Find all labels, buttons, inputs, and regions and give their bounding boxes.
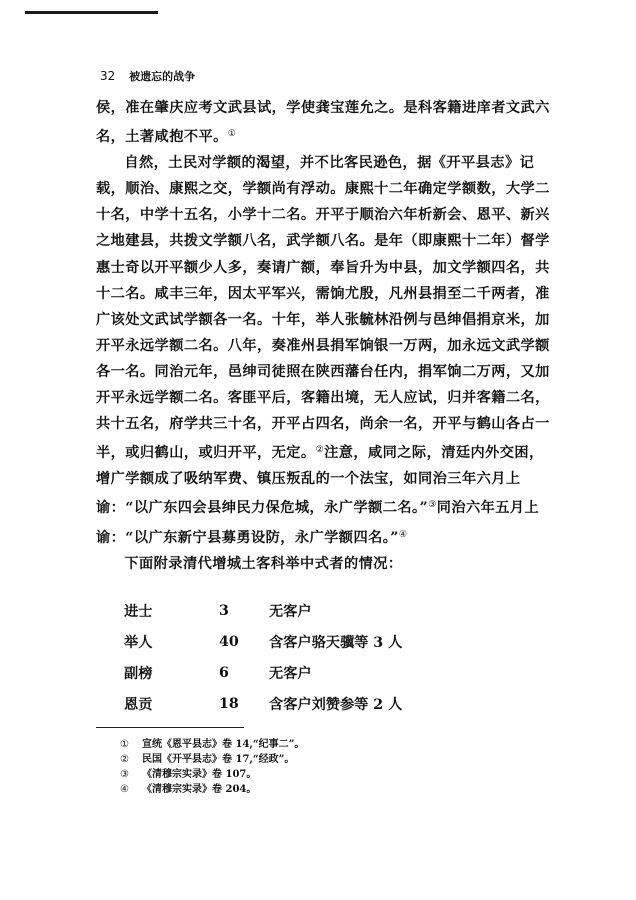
table-row	[124, 657, 524, 688]
degree-cell: 进士	[124, 603, 153, 620]
footnote-text: 宣统《恩平县志》卷 14,“纪事二”。	[142, 739, 305, 750]
degree-cell: 副榜	[124, 665, 153, 682]
footnote-text: 民国《开平县志》卷 17,“经政”。	[142, 754, 295, 765]
degree-cell: 恩贡	[124, 696, 153, 713]
count-cell: 6	[219, 664, 229, 681]
remark-cell: 无客户	[269, 603, 312, 620]
footnote-mark: ③	[120, 769, 129, 780]
footnote	[120, 737, 500, 752]
top-edge-rule	[25, 11, 158, 14]
footnote	[120, 767, 500, 782]
footnote-ref-1: ①	[227, 129, 237, 140]
footnote-ref-4: ④	[398, 529, 408, 540]
page-number: 32	[100, 69, 116, 83]
book-title: 被遗忘的战争	[129, 70, 196, 83]
footnote	[120, 782, 500, 797]
table-row	[124, 595, 524, 626]
footnote-ref-3: ③	[428, 500, 437, 511]
footnote-mark: ②	[120, 754, 129, 765]
footnote-ref-2: ②	[315, 445, 325, 456]
remark-cell: 含客户刘赞参等 2 人	[269, 696, 403, 713]
footnote	[120, 752, 500, 767]
paragraph-continuation: 侯，准在肇庆应考文武县试，学使龚宝莲允之。是科客籍进庠者文武六名，土著咸抱不平。①	[96, 100, 550, 146]
body-text	[96, 95, 552, 577]
count-cell: 18	[219, 695, 239, 712]
exam-results-table	[124, 595, 524, 719]
count-cell: 3	[219, 602, 229, 619]
paragraph-quota: 自然，土民对学额的渴望，并不比客民逊色，据《开平县志》记载，顺治、康熙之交，学额尚有浮动。康熙十二年确定学额数，大学二十名，中学十五名，小学十二名。开平于顺治六年析新会、恩平、新兴之地建县，共拨文学额八名，武学额八名。是年（即康熙十二年）督学惠士奇以开平额少人多，奏请广额，奉旨升为中县，加文学额四名，共十二名。咸丰三年，因太平军兴，需饷尤殷，凡州县捐至二千两者，准广该处文武试学额各一名。十年，举人张毓林沿例与邑绅倡捐京米，加开平永远学额二名。八年，奏准州县捐军饷银一万两，加永远文武学额各一名。同治元年，邑绅司徒照在陕西藩台任内，捐军饷二万两，又加开平永远学额二名。客匪平后，客籍出境，无人应试，归并客籍二名，共十五名，府学共三十名，开平占四名，尚余一名，开平与鹤山各占一半，或归鹤山，或归开平，无定。②注意，咸同之际，清廷内外交困，增广学额成了吸纳军费、镇压叛乱的一个法宝，如同治三年六月上谕：“以广东四会县绅民力保危城，永广学额二名。”③同治六年五月上谕：“以广东新宁县募勇设防，永广学额四名。”④	[96, 155, 550, 546]
footnote-text: 《清穆宗实录》卷 204。	[142, 784, 257, 795]
footnote-mark: ①	[120, 739, 129, 750]
footnote-divider	[96, 727, 244, 728]
footnote-mark: ④	[120, 784, 129, 795]
table-row	[124, 626, 524, 657]
footnote-text: 《清穆宗实录》卷 107。	[142, 769, 257, 780]
table-row	[124, 688, 524, 719]
paragraph-table-intro: 下面附录清代增城土客科举中式者的情况：	[124, 555, 403, 572]
remark-cell: 含客户骆天骥等 3 人	[269, 634, 403, 651]
count-cell: 40	[219, 633, 239, 650]
degree-cell: 举人	[124, 634, 153, 651]
remark-cell: 无客户	[269, 665, 312, 682]
running-header	[100, 68, 195, 84]
footnotes	[120, 737, 500, 797]
